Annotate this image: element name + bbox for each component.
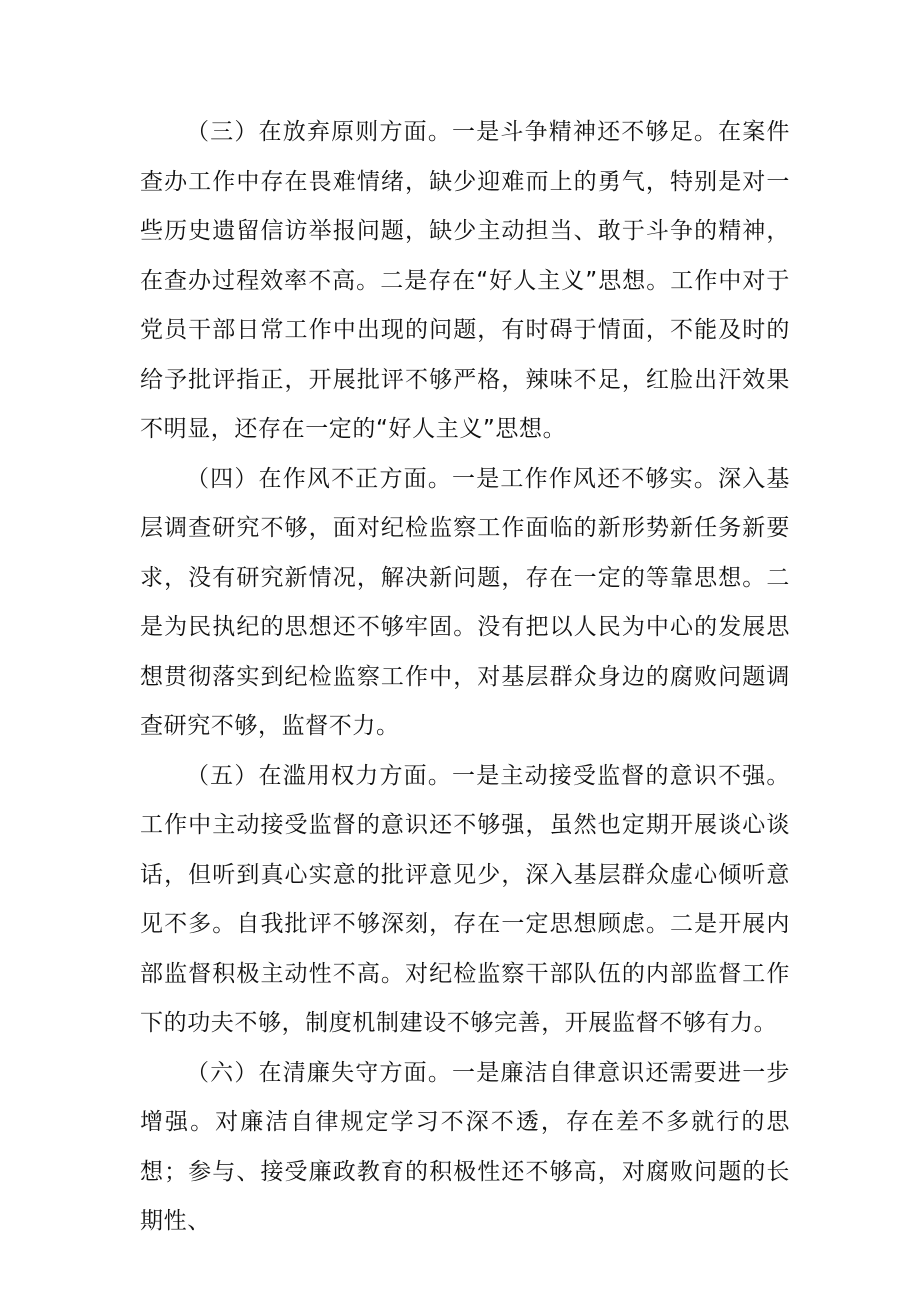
paragraph-section-3: （三）在放弃原则方面。一是斗争精神还不够足。在案件查办工作中存在畏难情绪，缺少迎难而上的勇气，特别是对一些历史遗留信访举报问题，缺少主动担当、敢于斗争的精神，在查办过程效率不高。二是存在“好人主义”思想。工作中对于党员干部日常工作中出现的问题，有时碍于情面，不能及时的给予批评指正，开展批评不够严格，辣味不足，红脸出汗效果不明显，还存在一定的“好人主义”思想。 — [140, 119, 790, 442]
paragraph-section-6: （六）在清廉失守方面。一是廉洁自律意识还需要进一步增强。对廉洁自律规定学习不深不透，存在差不多就行的思想；参与、接受廉政教育的积极性还不够高，对腐败问题的长期性、 — [140, 1059, 790, 1234]
paragraph-section-5: （五）在滥用权力方面。一是主动接受监督的意识不强。工作中主动接受监督的意识还不够强，虽然也定期开展谈心谈话，但听到真心实意的批评意见少，深入基层群众虚心倾听意见不多。自我批评不够深刻，存在一定思想顾虑。二是开展内部监督积极主动性不高。对纪检监察干部队伍的内部监督工作下的功夫不够，制度机制建设不够完善，开展监督不够有力。 — [140, 762, 790, 1036]
document-body — [140, 108, 790, 1247]
paragraph-section-4: （四）在作风不正方面。一是工作作风还不够实。深入基层调查研究不够，面对纪检监察工作面临的新形势新任务新要求，没有研究新情况，解决新问题，存在一定的等靠思想。二是为民执纪的思想还不够牢固。没有把以人民为中心的发展思想贯彻落实到纪检监察工作中，对基层群众身边的腐败问题调查研究不够，监督不力。 — [140, 465, 790, 739]
